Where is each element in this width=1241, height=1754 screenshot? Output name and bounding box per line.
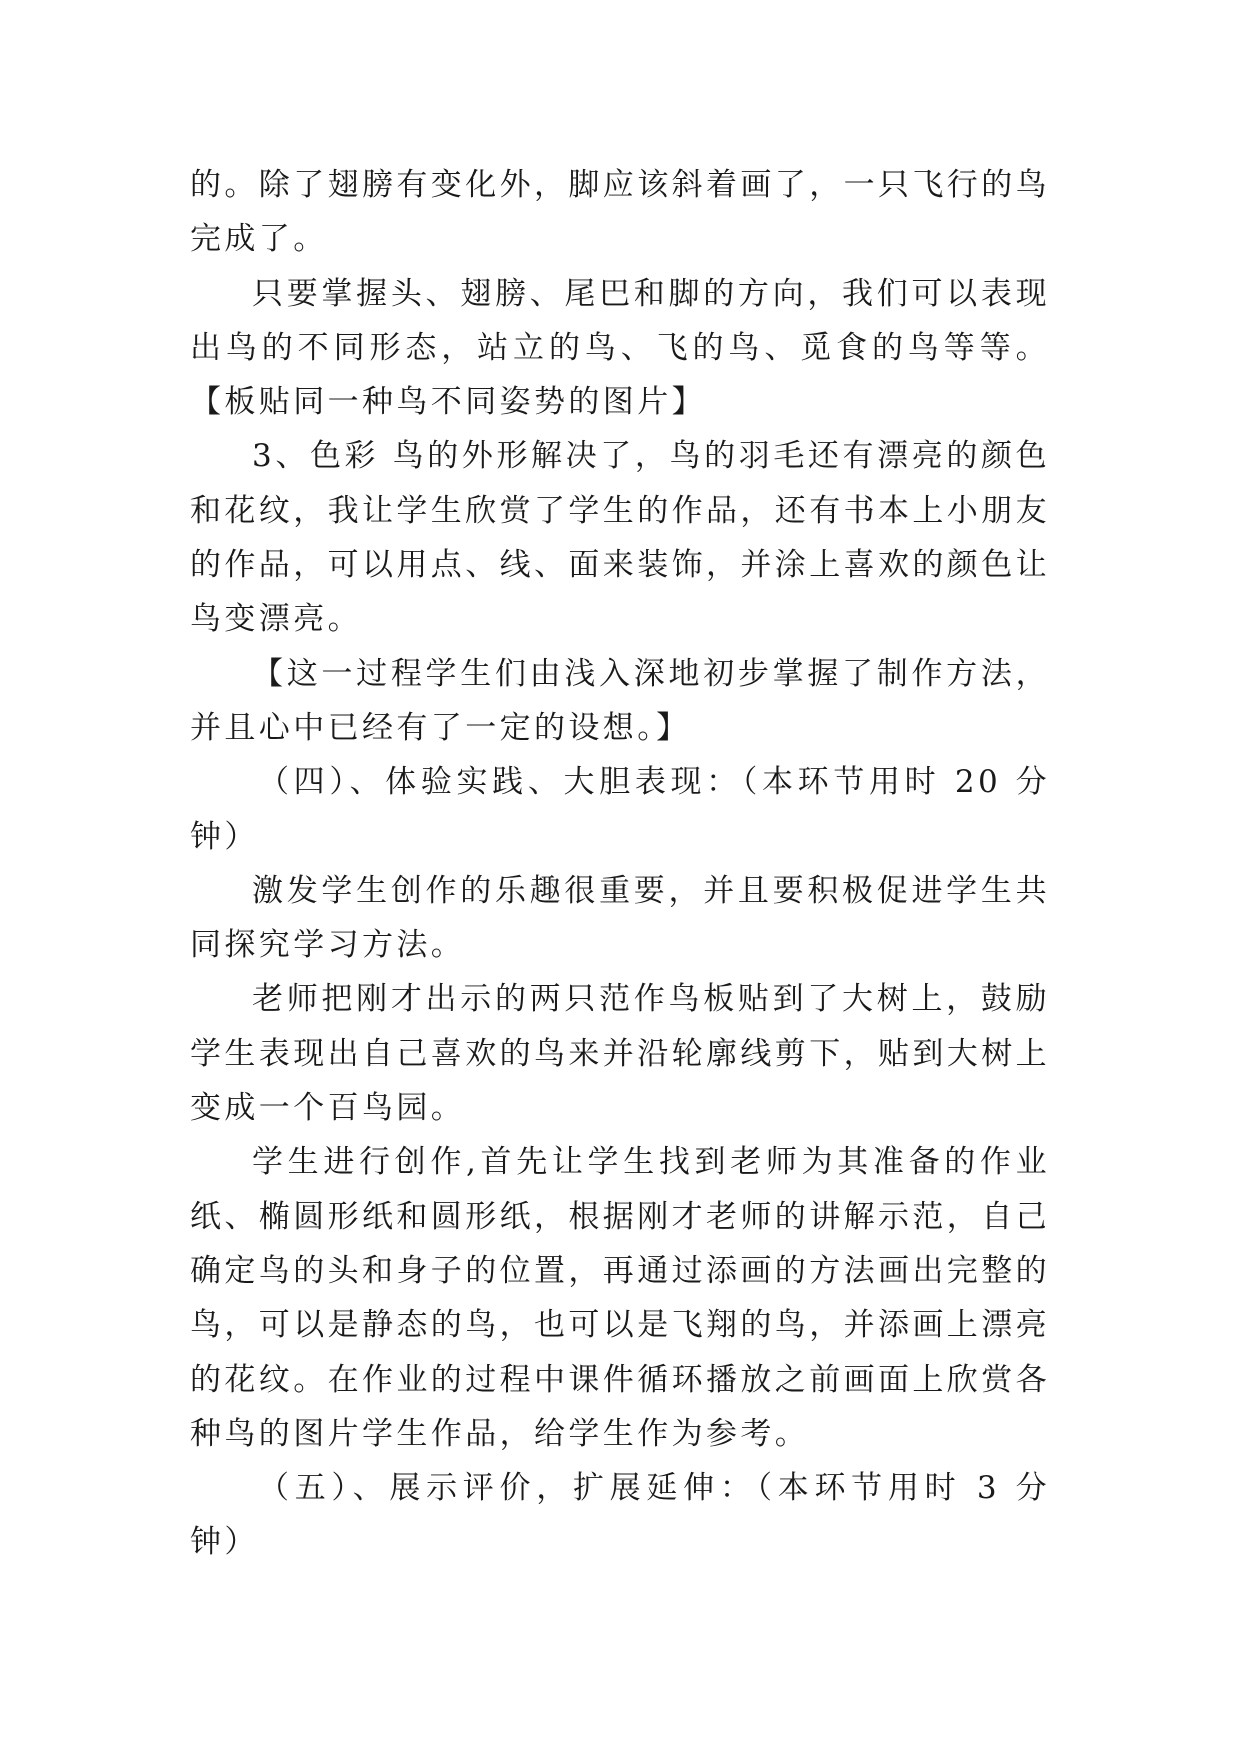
paragraph-bird-postures: 只要掌握头、翅膀、尾巴和脚的方向，我们可以表现出鸟的不同形态，站立的鸟、飞的鸟、觅食的鸟等等。【板贴同一种鸟不同姿势的图片】 bbox=[190, 275, 1050, 421]
paragraph-motivation: 激发学生创作的乐趣很重要，并且要积极促进学生共同探究学习方法。 bbox=[190, 872, 1050, 964]
paragraph-bird-garden: 老师把刚才出示的两只范作鸟板贴到了大树上，鼓励学生表现出自己喜欢的鸟来并沿轮廓线剪下，贴到大树上变成一个百鸟园。 bbox=[190, 981, 1050, 1127]
section-heading-four: （四）、体验实践、大胆表现：（本环节用时 20 分钟） bbox=[190, 764, 1050, 855]
section-heading-five: （五）、展示评价，扩展延伸：（本环节用时 3 分钟） bbox=[190, 1470, 1050, 1561]
paragraph-student-creation: 学生进行创作,首先让学生找到老师为其准备的作业纸、椭圆形纸和圆形纸，根据刚才老师的讲解示范，自己确定鸟的头和身子的位置，再通过添画的方法画出完整的鸟，可以是静态的鸟，也可以是飞翔的鸟，并添画上漂亮的花纹。在作业的过程中课件循环播放之前画面上欣赏各种鸟的图片学生作品，给学生作为参考。 bbox=[190, 1144, 1050, 1452]
paragraph-color: 3、色彩 鸟的外形解决了，鸟的羽毛还有漂亮的颜色和花纹，我让学生欣赏了学生的作品，还有书本上小朋友的作品，可以用点、线、面来装饰，并涂上喜欢的颜色让鸟变漂亮。 bbox=[190, 438, 1050, 638]
paragraph-continuation: 的。除了翅膀有变化外，脚应该斜着画了，一只飞行的鸟完成了。 bbox=[190, 167, 1050, 258]
paragraph-process-note: 【这一过程学生们由浅入深地初步掌握了制作方法，并且心中已经有了一定的设想。】 bbox=[190, 655, 1050, 746]
document-body bbox=[190, 158, 1050, 1570]
